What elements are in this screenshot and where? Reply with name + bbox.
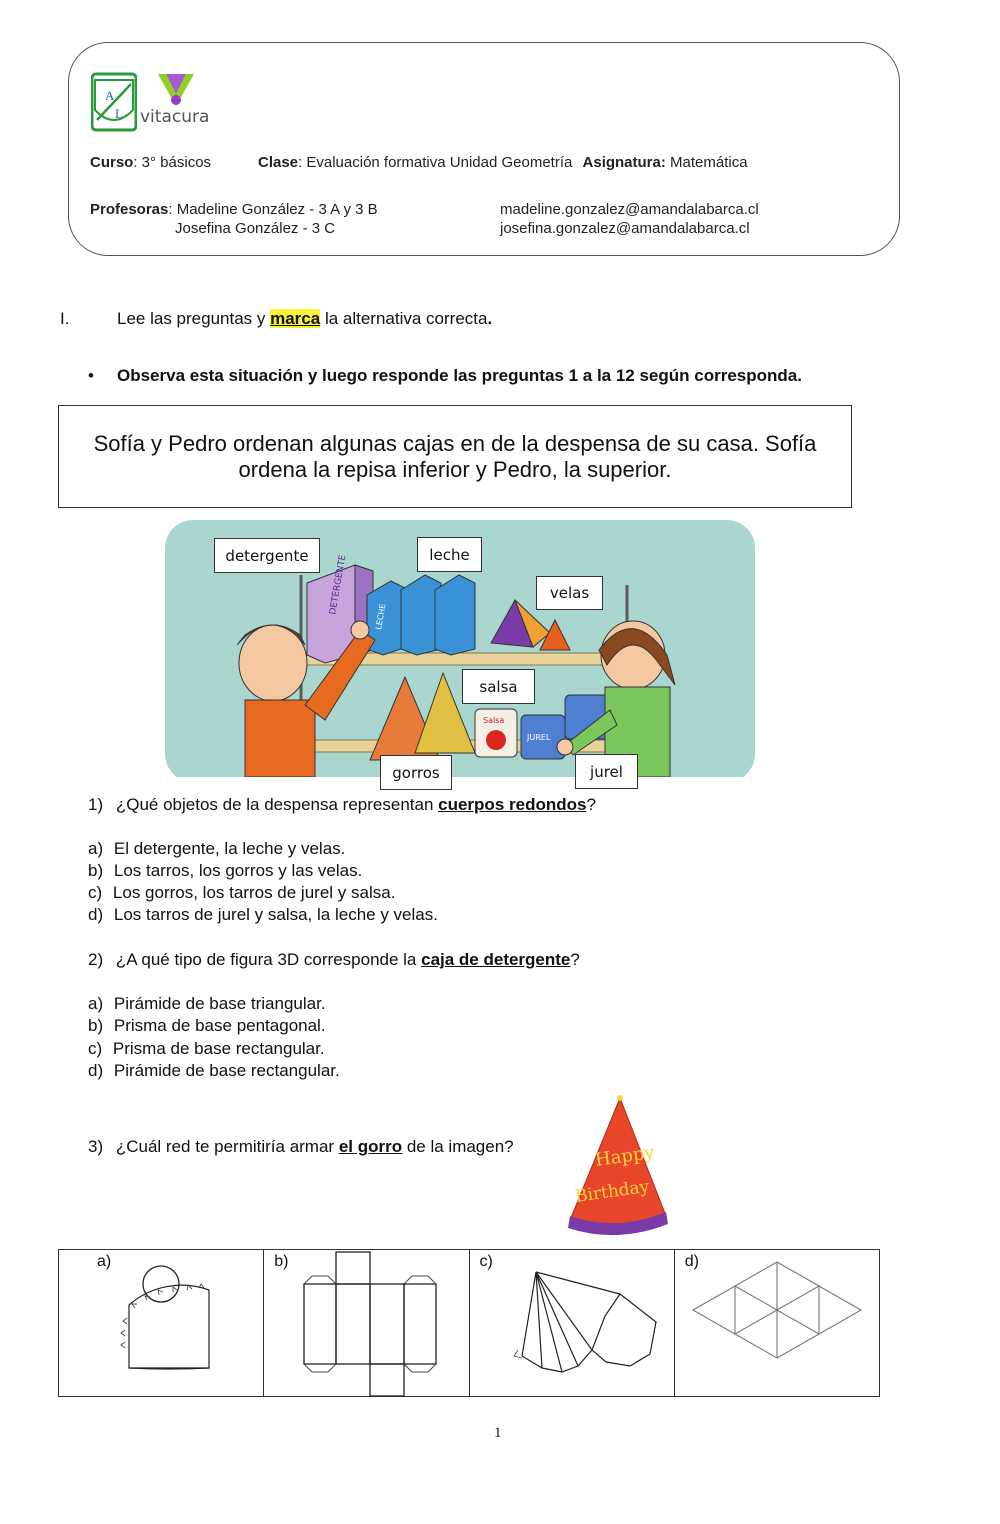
label-velas: velas <box>536 576 603 610</box>
net-a-letter: a) <box>97 1253 112 1270</box>
clase-line <box>258 154 748 171</box>
question-1-after: ? <box>586 795 596 814</box>
label-detergente: detergente <box>214 538 320 573</box>
net-b-letter: b) <box>274 1253 289 1270</box>
question-2-emph: caja de detergente <box>421 950 571 969</box>
q1-option-b-letter: b) <box>88 861 104 880</box>
q1-option-d-letter: d) <box>88 905 104 924</box>
q1-option-a-letter: a) <box>88 839 104 858</box>
question-3-after: de la imagen? <box>402 1137 514 1156</box>
q1-option-c-letter: c) <box>88 883 103 902</box>
situation-box <box>58 405 852 508</box>
q1-option-d-text: Los tarros de jurel y salsa, la leche y velas. <box>113 905 438 924</box>
net-b-prism-diagram <box>264 1250 469 1398</box>
question-3-emph: el gorro <box>338 1137 403 1156</box>
net-option-c[interactable] <box>469 1250 674 1397</box>
q2-option-d[interactable] <box>88 1061 340 1081</box>
school-logo-letter-l: L <box>115 106 123 121</box>
net-a-cone-diagram <box>59 1250 264 1398</box>
q2-option-c-text: Prisma de base rectangular. <box>112 1039 325 1058</box>
net-option-b[interactable] <box>264 1250 469 1397</box>
q1-option-c[interactable] <box>88 883 395 903</box>
asignatura-value: Matemática <box>670 154 748 171</box>
party-hat-text-1: Happy <box>593 1141 656 1171</box>
milk-carton-text: LECHE <box>374 603 388 631</box>
q2-option-d-letter: d) <box>88 1061 104 1080</box>
q2-option-b[interactable] <box>88 1016 326 1036</box>
q2-option-a-letter: a) <box>88 994 104 1013</box>
instruction-after: la alternativa correcta <box>320 309 488 328</box>
milk-cartons <box>367 575 475 655</box>
curso-line <box>90 154 211 171</box>
asignatura-label: Asignatura: <box>582 154 666 171</box>
instruction-text <box>117 309 492 329</box>
vitacura-logo <box>140 72 212 128</box>
q2-option-a[interactable] <box>88 994 326 1014</box>
q2-option-a-text: Pirámide de base triangular. <box>113 994 326 1013</box>
net-c-pyramid-diagram <box>470 1250 675 1398</box>
q1-option-a[interactable] <box>88 839 345 859</box>
school-logo <box>91 72 137 132</box>
profesoras-line <box>90 201 378 218</box>
q1-option-b-text: Los tarros, los gorros y las velas. <box>113 861 363 880</box>
clase-value: : Evaluación formativa Unidad Geometría <box>298 154 573 171</box>
school-logo-letter-a: A <box>105 88 115 103</box>
instruction-period: . <box>487 309 493 328</box>
question-1-before: ¿Qué objetos de la despensa representan <box>115 795 439 814</box>
net-option-d[interactable] <box>674 1250 879 1397</box>
q2-option-b-text: Prisma de base pentagonal. <box>113 1016 326 1035</box>
instruction-before: Lee las preguntas y <box>117 309 271 328</box>
label-leche: leche <box>417 537 482 572</box>
question-1-number: 1) <box>88 795 104 814</box>
question-1 <box>88 795 596 815</box>
detergent-box-text: DETERGENTE <box>328 554 349 616</box>
q1-option-c-text: Los gorros, los tarros de jurel y salsa. <box>112 883 396 902</box>
q2-option-d-text: Pirámide de base rectangular. <box>113 1061 340 1080</box>
page-number: 1 <box>494 1425 502 1441</box>
email-1[interactable]: madeline.gonzalez@amandalabarca.cl <box>500 201 759 218</box>
curso-label: Curso <box>90 154 134 171</box>
profesora-1: : Madeline González - 3 A y 3 B <box>168 201 378 218</box>
salsa-can-text: Salsa <box>483 716 505 725</box>
label-gorros: gorros <box>380 755 452 790</box>
question-2 <box>88 950 580 970</box>
q2-option-b-letter: b) <box>88 1016 104 1035</box>
email-2[interactable]: josefina.gonzalez@amandalabarca.cl <box>500 220 750 237</box>
question-1-emph: cuerpos redondos <box>438 795 587 814</box>
question-2-before: ¿A qué tipo de figura 3D corresponde la <box>115 950 422 969</box>
instruction-number: I. <box>60 309 70 328</box>
instruction-highlight: marca <box>270 309 321 328</box>
q1-option-a-text: El detergente, la leche y velas. <box>113 839 346 858</box>
situation-line-2: ordena la repisa inferior y Pedro, la superior. <box>238 457 672 482</box>
question-3-number: 3) <box>88 1137 104 1156</box>
net-d-octahedron-diagram <box>675 1250 880 1398</box>
vitacura-wordmark: vitacura <box>140 107 210 127</box>
bullet-icon: • <box>88 366 94 385</box>
label-jurel: jurel <box>575 754 638 789</box>
salsa-can <box>475 709 517 757</box>
q1-option-b[interactable] <box>88 861 362 881</box>
q2-option-c[interactable] <box>88 1039 325 1059</box>
situation-line-1: Sofía y Pedro ordenan algunas cajas en de la despensa de su casa. Sofía <box>93 431 817 456</box>
profesoras-label: Profesoras <box>90 201 169 218</box>
label-salsa: salsa <box>462 669 535 704</box>
jurel-can-text: JUREL <box>527 733 551 742</box>
net-c-letter: c) <box>479 1253 493 1270</box>
q2-option-c-letter: c) <box>88 1039 103 1058</box>
clase-label: Clase <box>258 154 299 171</box>
question-3 <box>88 1137 514 1157</box>
net-option-a[interactable] <box>59 1250 264 1397</box>
net-d-letter: d) <box>684 1253 699 1270</box>
bullet-text: Observa esta situación y luego responde las preguntas 1 a la 12 según corresponda. <box>117 366 802 385</box>
curso-value: : 3° básicos <box>133 154 212 171</box>
party-hat-image <box>562 1094 672 1240</box>
question-3-before: ¿Cuál red te permitiría armar <box>115 1137 339 1156</box>
party-hat-text-2: Birthday <box>573 1176 651 1207</box>
question-2-after: ? <box>570 950 580 969</box>
q1-option-d[interactable] <box>88 905 438 925</box>
profesora-2: Josefina González - 3 C <box>175 220 336 237</box>
nets-table <box>58 1249 880 1397</box>
question-2-number: 2) <box>88 950 104 969</box>
